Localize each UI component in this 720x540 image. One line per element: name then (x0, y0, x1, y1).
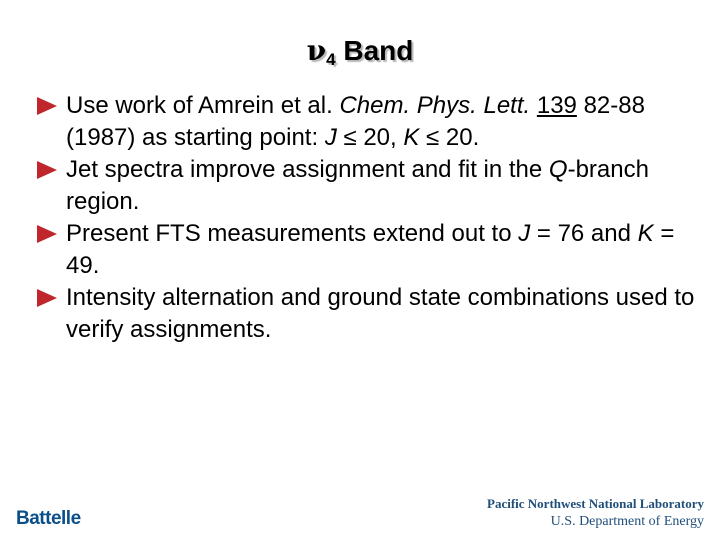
bullet-text: K (403, 124, 420, 151)
arrow-right-icon (36, 96, 58, 116)
bullet-text: Present FTS measurements extend out to (66, 220, 519, 247)
title-symbol: ν (306, 34, 327, 67)
bullet-text: -branch region. (66, 156, 649, 215)
pnnl-logo-line1: Pacific Northwest National Laboratory (487, 496, 704, 511)
arrow-right-icon (36, 160, 58, 180)
bullet-text: Q (548, 156, 568, 183)
battelle-logo: Battelle (16, 508, 81, 529)
arrow-right-icon (36, 288, 58, 308)
title-subscript: 4 (326, 50, 336, 69)
bullet-text: = 49. (66, 220, 675, 279)
pnnl-logo (487, 496, 704, 530)
bullet-text: K (637, 220, 654, 247)
bullet-text: 139 (536, 92, 577, 119)
title-text: Band (335, 35, 414, 66)
bullet-item (36, 282, 706, 346)
bullet-text (530, 92, 537, 119)
bullet-text: ≤ 20, (336, 124, 404, 151)
bullet-text: Intensity alternation and ground state combinations used to verify assignments. (66, 284, 695, 343)
bullet-list (36, 90, 706, 346)
bullet-text: Jet spectra improve assignment and fit in the (66, 156, 549, 183)
arrow-right-icon (36, 224, 58, 244)
bullet-text: J (518, 220, 531, 247)
bullet-text: 82-88 (1987) as starting point: (66, 92, 645, 151)
bullet-item (36, 90, 706, 154)
pnnl-logo-line2: U.S. Department of Energy (550, 514, 704, 529)
bullet-text: J (324, 124, 337, 151)
slide-title (0, 34, 720, 70)
bullet-text: Chem. Phys. Lett. (339, 92, 531, 119)
bullet-item (36, 154, 706, 218)
bullet-text: Use work of Amrein et al. (66, 92, 340, 119)
bullet-text: = 76 and (530, 220, 638, 247)
bullet-item (36, 218, 706, 282)
bullet-text: ≤ 20. (419, 124, 480, 151)
